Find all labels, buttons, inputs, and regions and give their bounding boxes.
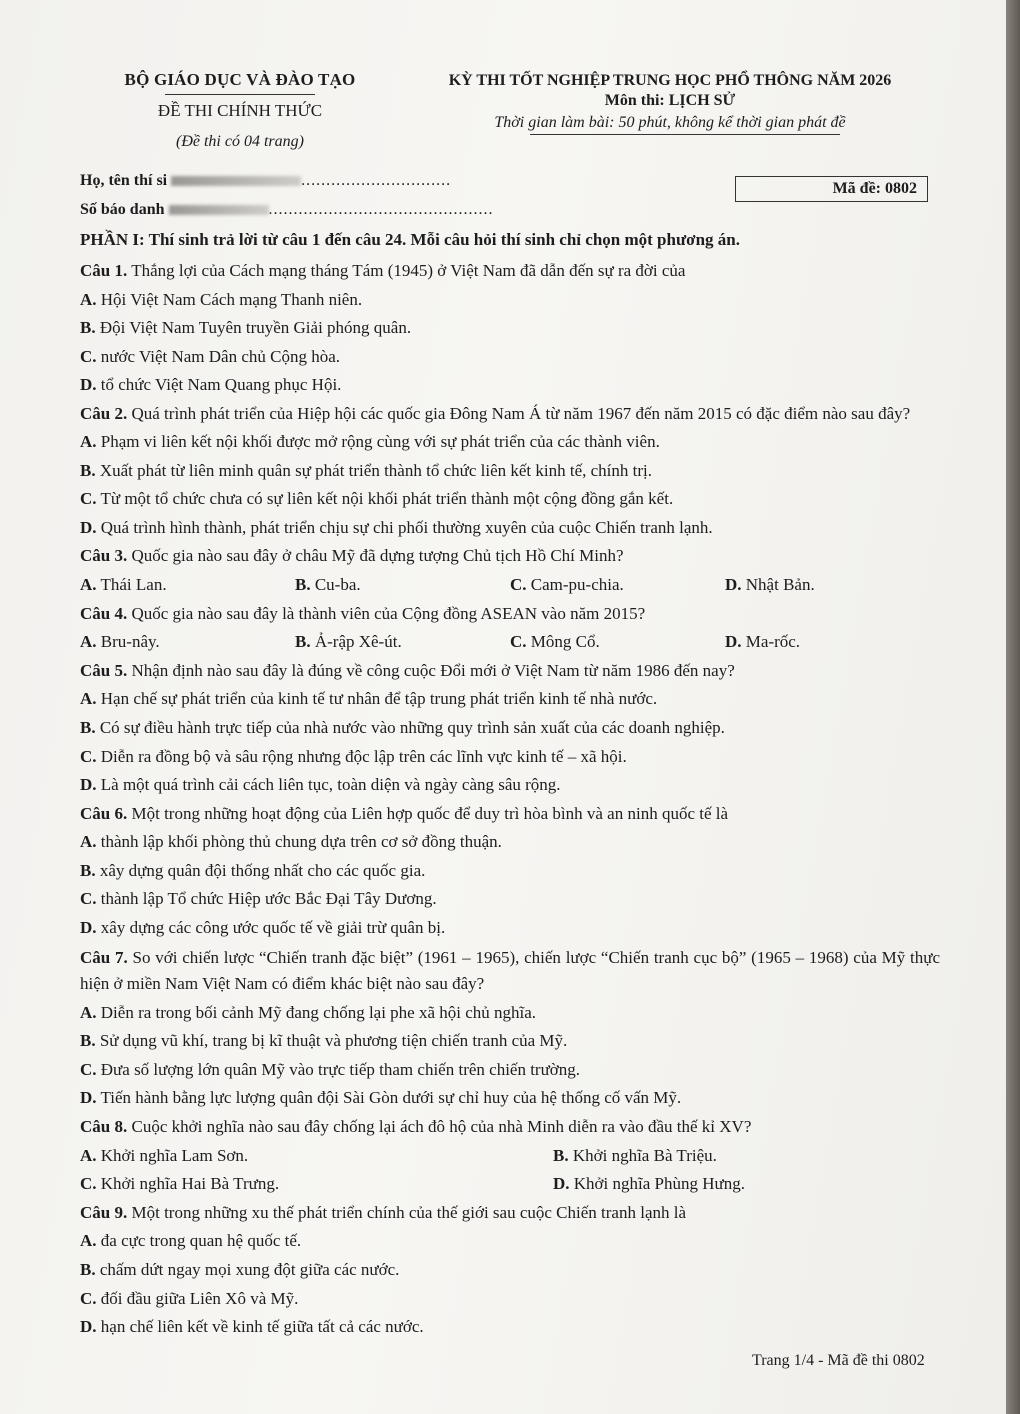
question: Câu 2. Quá trình phát triển của Hiệp hội các quốc gia Đông Nam Á từ năm 1967 đến năm 2015 có đặc điểm nào sau đây? — [80, 403, 911, 423]
option: C. nước Việt Nam Dân chủ Cộng hòa. — [80, 346, 341, 366]
option: C. thành lập Tổ chức Hiệp ước Bắc Đại Tây Dương. — [80, 889, 437, 909]
option: B. Sử dụng vũ khí, trang bị kĩ thuật và phương tiện chiến tranh của Mỹ. — [80, 1031, 568, 1051]
name-label: Họ, tên thí si — [80, 172, 168, 189]
page-footer: Trang 1/4 - Mã đề thi 0802 — [752, 1352, 925, 1369]
option: D. Khởi nghĩa Phùng Hưng. — [553, 1174, 745, 1194]
option: A. thành lập khối phòng thủ chung dựa trên cơ sở đồng thuận. — [80, 832, 502, 852]
option: D. Quá trình hình thành, phát triển chịu sự chi phối thường xuyên của cuộc Chiến tranh lạnh. — [80, 517, 713, 537]
option: A. Hội Việt Nam Cách mạng Thanh niên. — [80, 289, 363, 309]
option: C. đối đầu giữa Liên Xô và Mỹ. — [80, 1288, 299, 1308]
exam-title: KỲ THI TỐT NGHIỆP TRUNG HỌC PHỔ THÔNG NĂM 2026 — [448, 72, 892, 89]
option: C. Mông Cổ. — [510, 632, 600, 652]
divider — [530, 134, 840, 135]
time-limit: Thời gian làm bài: 50 phút, không kể thời gian phát đề — [494, 114, 846, 131]
question: Câu 7. So với chiến lược “Chiến tranh đặc biệt” (1961 – 1965), chiến lược “Chiến tranh cục bộ” (1965 – 1968) của Mỹ thực hiện ở miền Nam Việt Nam có điểm khác biệt nào sau đây? — [80, 947, 940, 993]
option: D. Nhật Bản. — [725, 574, 815, 594]
redacted-name — [171, 176, 301, 186]
ministry-name: BỘ GIÁO DỤC VÀ ĐÀO TẠO — [124, 70, 356, 89]
option: C. Cam-pu-chia. — [510, 574, 624, 594]
subject: Môn thi: LỊCH SỬ — [604, 92, 736, 109]
question: Câu 8. Cuộc khởi nghĩa nào sau đây chống lại ách đô hộ của nhà Minh diễn ra vào đầu thế kỉ XV? — [80, 1117, 752, 1137]
option: A. Bru-nây. — [80, 632, 160, 652]
option-row — [80, 1170, 940, 1199]
option: B. xây dựng quân đội thống nhất cho các quốc gia. — [80, 860, 426, 880]
question: Câu 6. Một trong những hoạt động của Liên hợp quốc để duy trì hòa bình và an ninh quốc tế là — [80, 803, 729, 823]
question: Câu 4. Quốc gia nào sau đây là thành viên của Cộng đồng ASEAN vào năm 2015? — [80, 603, 646, 623]
header-left — [100, 70, 380, 151]
exam-code-box: Mã đề: 0802 — [735, 176, 928, 202]
option-row — [80, 1142, 940, 1171]
option: A. đa cực trong quan hệ quốc tế. — [80, 1231, 302, 1251]
divider — [165, 94, 315, 95]
option-row — [80, 571, 940, 600]
option: B. Đội Việt Nam Tuyên truyền Giải phóng quân. — [80, 318, 412, 338]
official-label: ĐỀ THI CHÍNH THỨC — [157, 101, 323, 120]
question: Câu 3. Quốc gia nào sau đây ở châu Mỹ đã dựng tượng Chủ tịch Hồ Chí Minh? — [80, 546, 624, 566]
option: C. Diễn ra đồng bộ và sâu rộng nhưng độc lập trên các lĩnh vực kinh tế – xã hội. — [80, 746, 627, 766]
option: A. Phạm vi liên kết nội khối được mở rộng cùng với sự phát triển của các thành viên. — [80, 431, 660, 451]
option: B. Có sự điều hành trực tiếp của nhà nước vào những quy trình sản xuất của các doanh nghiệp. — [80, 717, 725, 737]
background-edge — [1006, 0, 1020, 1414]
option: A. Hạn chế sự phát triển của kinh tế tư nhân để tập trung phát triển kinh tế nhà nước. — [80, 689, 658, 709]
option: B. Khởi nghĩa Bà Triệu. — [553, 1145, 717, 1165]
questions — [80, 257, 940, 1342]
option: B. Ả-rập Xê-út. — [295, 632, 402, 652]
option: B. Cu-ba. — [295, 574, 361, 594]
option: D. Tiến hành bằng lực lượng quân đội Sài Gòn dưới sự chỉ huy của hệ thống cố vấn Mỹ. — [80, 1088, 682, 1108]
id-field — [80, 201, 494, 219]
option: A. Thái Lan. — [80, 574, 167, 594]
question: Câu 1. Thắng lợi của Cách mạng tháng Tám (1945) ở Việt Nam đã dẫn đến sự ra đời của — [80, 261, 686, 280]
name-dots: .............................. — [301, 172, 452, 189]
name-field — [80, 172, 451, 190]
question: Câu 5. Nhận định nào sau đây là đúng về công cuộc Đổi mới ở Việt Nam từ năm 1986 đến nay? — [80, 660, 735, 680]
id-dots: ............................................. — [268, 201, 494, 218]
option: D. Ma-rốc. — [725, 632, 801, 652]
option: C. Từ một tổ chức chưa có sự liên kết nội khối phát triển thành một cộng đồng gắn kết. — [80, 489, 674, 509]
option: D. hạn chế liên kết về kinh tế giữa tất cả các nước. — [80, 1317, 424, 1337]
option: C. Khởi nghĩa Hai Bà Trưng. — [80, 1174, 280, 1194]
option: D. tổ chức Việt Nam Quang phục Hội. — [80, 375, 342, 395]
option: D. Là một quá trình cải cách liên tục, toàn diện và ngày càng sâu rộng. — [80, 775, 561, 795]
option: B. chấm dứt ngay mọi xung đột giữa các nước. — [80, 1260, 400, 1279]
question: Câu 9. Một trong những xu thế phát triển chính của thế giới sau cuộc Chiến tranh lạnh là — [80, 1202, 687, 1222]
header-right — [410, 72, 930, 135]
option: A. Diễn ra trong bối cảnh Mỹ đang chống lại phe xã hội chủ nghĩa. — [80, 1002, 537, 1022]
part-instruction: PHẦN I: Thí sinh trả lời từ câu 1 đến câu 24. Mỗi câu hỏi thí sinh chỉ chọn một phương án. — [80, 230, 740, 249]
redacted-id — [169, 205, 269, 215]
option: B. Xuất phát từ liên minh quân sự phát triển thành tổ chức liên kết kinh tế, chính trị. — [80, 460, 653, 480]
option: D. xây dựng các công ước quốc tế về giải trừ quân bị. — [80, 918, 446, 938]
page-count: (Đề thi có 04 trang) — [176, 133, 304, 150]
option: A. Khởi nghĩa Lam Sơn. — [80, 1145, 249, 1165]
id-label: Số báo danh — [80, 201, 165, 218]
option-row — [80, 628, 940, 657]
option: C. Đưa số lượng lớn quân Mỹ vào trực tiếp tham chiến trên chiến trường. — [80, 1059, 581, 1079]
